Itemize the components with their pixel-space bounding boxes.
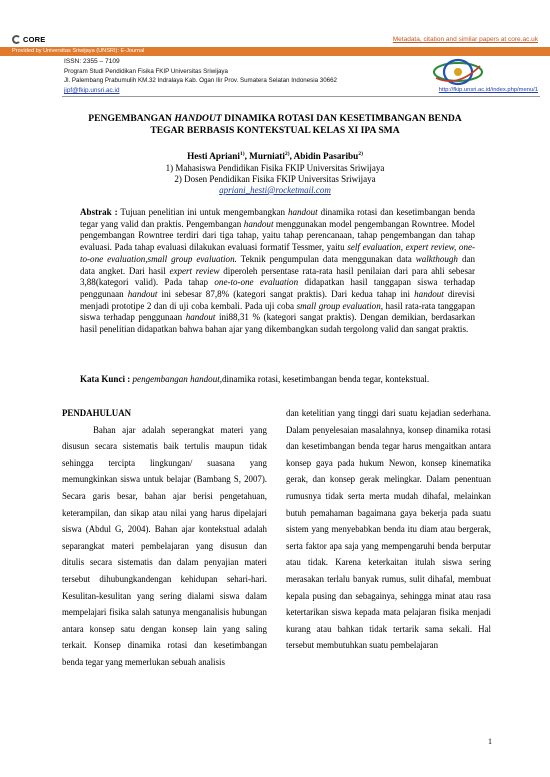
text-run: , hasil rata-rata tanggapan siswa terhadap penggunaan [80, 300, 475, 323]
author-separator: , [244, 151, 250, 162]
page-number: 1 [488, 737, 492, 746]
text-run: Tujuan penelitian ini untuk mengembangkan [117, 207, 288, 217]
paper-title-line-1: PENGEMBANGAN HANDOUT DINAMIKA ROTASI DAN KESETIMBANGAN BENDA [88, 113, 462, 124]
author-email-link[interactable]: apriani_hesti@rocketmail.com [219, 185, 331, 195]
author-name: Hesti Apriani [187, 151, 240, 162]
text-run: dinamika rotasi, kesetimbangan benda tegar, kontekstual. [222, 374, 430, 384]
keywords-label: Kata Kunci : [80, 374, 131, 384]
text-run: self evaluation, expert review, one-to-one evaluation,small group evaluation. [80, 242, 476, 264]
text-run: Teknik pengumpulan data menggunakan data [236, 253, 416, 264]
text-run: diperoleh persentase rata-rata hasil penilaian dari para ahli sebesar 3,88(kategori valid). Pada tahap [80, 265, 475, 288]
keywords [80, 374, 500, 384]
abstract-label: Abstrak : [80, 207, 118, 217]
text-run: small group evaluation [296, 300, 381, 311]
journal-email-link[interactable]: jipf@fkip.unsri.ac.id [64, 87, 120, 94]
core-logo[interactable] [12, 35, 45, 44]
keywords-body [130, 374, 429, 384]
text-run: handout [127, 288, 158, 299]
core-logo-icon [12, 35, 21, 44]
author-affiliation-mark: 2) [358, 151, 363, 157]
paper-authors [0, 151, 550, 161]
text-run: menggunakan model pengembangan Rowntree. Model pengembangan Rowntree terdiri dari tiga tahap, yaitu tahap perencanaan, tahap pengembangan dan tahap evaluasi. Pada tahap evaluasi dilakukan evaluasi formatif Tessmer, yaitu [80, 218, 475, 253]
text-run: direvisi menjadi prototipe 2 dan di uji coba kembali. Pada uji coba [80, 288, 475, 311]
text-run: handout, [190, 374, 222, 384]
author-affiliation-mark: 1) [239, 151, 245, 157]
text-run: handout [287, 207, 318, 217]
author-affiliation-mark: 2) [284, 151, 290, 157]
text-run: dinamika rotasi dan kesetimbangan benda tegar yang valid dan praktis. Pengembangan [80, 207, 475, 229]
text-run: handout [185, 312, 216, 323]
text-run: ini88,31 % (kategori sangat praktis). Dengan demikian, berdasarkan hasil penelitian didapatkan bahwa bahan ajar yang dikembangkan sudah tergolong valid dan sangat praktis. [80, 312, 475, 335]
intro-paragraph-left: Bahan ajar adalah seperangkat materi yang disusun secara sistematis baik tertulis maupun tidak sehingga tercipta lingkungan/ suasana yang memungkinkan siswa untuk belajar (Bambang S, 2007). Secara garis besar, bahan ajar berisi pengetahuan, keterampilan, dan sikap atau nilai yang harus dipelajari siswa (Abdul G, 2004). Bahan ajar kontekstual adalah separangkat materi pembelajaran yang disusun dan ditulis secara sistematis dan dalam penyajian materi tersebut dihubungkandengan kehidupan sehari-hari. Kesulitan-kesulitan yang sering dialami siswa dalam mempelajari fisika salah satunya menganalisis hubungan antara konsep satu dengan konsep lain yang saling terkait. Konsep dinamika rotasi dan kesetimbangan benda tegar yang memerlukan sebuah analisis [62, 424, 267, 667]
author-name: Murniati [249, 151, 285, 162]
author-name: Abidin Pasaribu [293, 151, 359, 162]
text-run: ini sebesar 87,8% (kategori sangat praktis). Dari kedua tahap ini [157, 288, 415, 299]
text-run: handout [243, 218, 274, 229]
affiliation-1: 1) Mahasiswa Pendidikan Fisika FKIP Universitas Sriwijaya [165, 163, 385, 173]
abstract-body [80, 207, 475, 334]
provided-by-text[interactable]: Provided by Universitas Sriwijaya (UNSRI): E-Journal [12, 48, 145, 54]
journal-logo-icon [428, 56, 488, 86]
header-divider [62, 96, 540, 97]
paper-title-line-2: TEGAR BERBASIS KONTEKSTUAL KELAS XI IPA SMA [150, 125, 400, 136]
core-metadata-link[interactable]: Metadata, citation and similar papers at core.ac.uk [392, 36, 538, 43]
journal-program: Program Studi Pendidikan Fisika FKIP Universitas Sriwijaya [64, 68, 228, 75]
abstract [80, 207, 475, 336]
core-logo-text: CORE [23, 35, 46, 44]
column-right [286, 405, 491, 654]
text-run: one-to-one evaluation [214, 277, 299, 288]
text-run: walkthough [415, 253, 458, 264]
journal-issn: ISSN: 2355 – 7109 [64, 58, 120, 65]
journal-address: Jl. Palembang Prabumulih KM.32 Indralaya Kab. Ogan Ilir Prov. Sumatera Selatan Indonesia 30662 [64, 77, 337, 84]
text-run: pengembangan [130, 374, 191, 384]
affiliation-2: 2) Dosen Pendidikan Fisika FKIP Universitas Sriwijaya [174, 174, 376, 184]
intro-paragraph-right: dan ketelitian yang tinggi dari suatu kejadian sederhana. Dalam penyelesaian masalahnya, konsep dinamika rotasi dan kesetimbangan benda tegar harus mengaitkan antara konsep gaya pada hukum Newon, konsep kinematika gerak, dan konsep gerak melingkar. Dalam penentuan rumusnya tidak serta merta mudah dihafal, melainkan butuh pemahaman bagaimana gaya bekerja pada suatu sistem yang menyebabkan benda itu diam atau bergerak, serta faktor apa saja yang mempengaruhi benda berputar atau tidak. Karena keterkaitan itulah siswa sering merasakan terlalu banyak rumus, sulit dihafal, membuat kepala pusing dan sebagainya, sehingga minat atau rasa ketertarikan siswa kepada mata pelajaran fisika menjadi kurang atau bahkan tidak tertarik sama sekali. Hal tersebut membutuhkan suatu pembelajaran [286, 408, 491, 651]
section-heading: PENDAHULUAN [62, 408, 132, 418]
text-run: dan data angket. Dari hasil [80, 253, 476, 276]
author-separator: , [289, 151, 294, 162]
text-run: didapatkan hasil tanggapan siswa terhadap penggunaan [80, 277, 476, 299]
text-run: expert review [169, 265, 220, 276]
text-run: handout [414, 288, 444, 299]
journal-url-link[interactable]: http://fkip.unsri.ac.id/index.php/menu/1 [438, 87, 538, 93]
column-left [62, 405, 267, 671]
